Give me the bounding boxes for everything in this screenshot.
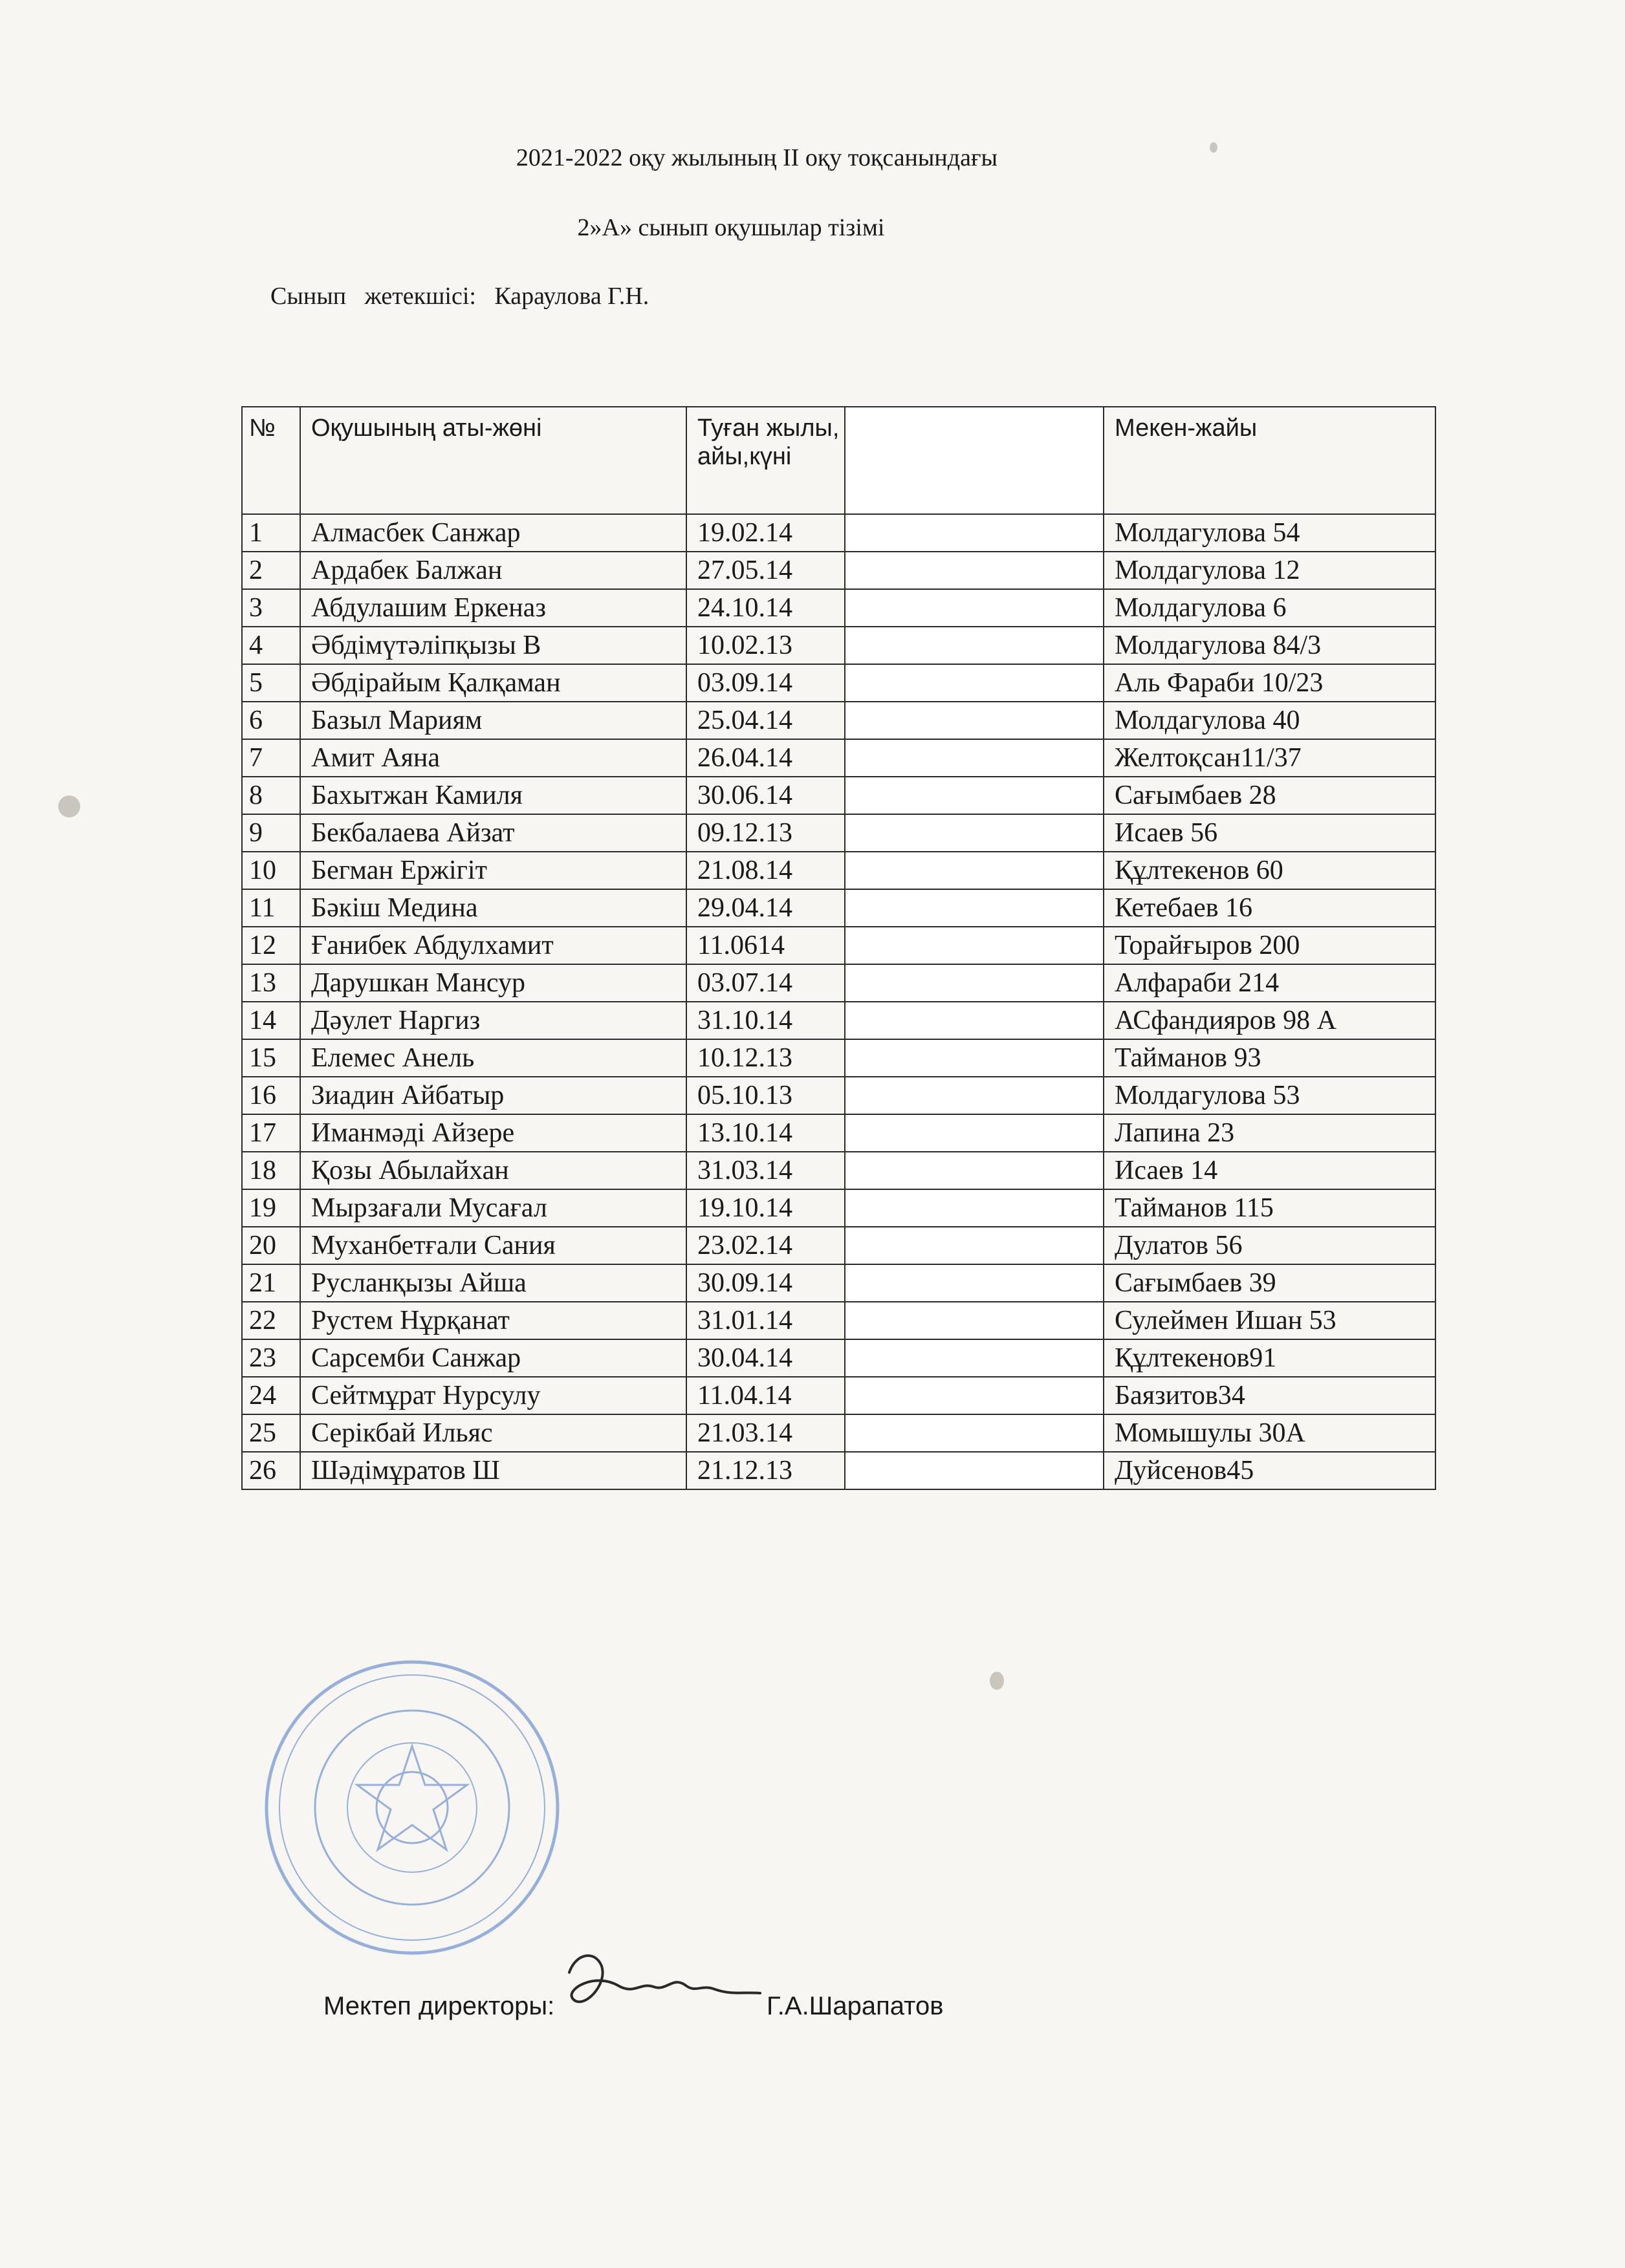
- cell-student-name: Абдулашим Еркеназ: [300, 589, 686, 627]
- cell-student-name: Сарсемби Санжар: [300, 1339, 686, 1377]
- cell-birth-date: 26.04.14: [686, 739, 845, 777]
- table-row: [242, 1189, 1435, 1227]
- cell-address: Дуйсенов45: [1104, 1452, 1435, 1489]
- cell-birth-date: 19.10.14: [686, 1189, 845, 1227]
- header-address: Мекен-жайы: [1104, 407, 1435, 514]
- table-row: [242, 1077, 1435, 1114]
- table-row: [242, 1039, 1435, 1077]
- cell-student-name: Зиадин Айбатыр: [300, 1077, 686, 1114]
- cell-birth-date: 29.04.14: [686, 889, 845, 927]
- cell-birth-date: 21.12.13: [686, 1452, 845, 1489]
- table-row: [242, 814, 1435, 852]
- cell-birth-date: 11.04.14: [686, 1377, 845, 1414]
- table-row: [242, 1452, 1435, 1489]
- cell-number: 19: [242, 1189, 300, 1227]
- cell-number: 13: [242, 964, 300, 1002]
- cell-redacted: [845, 514, 1104, 552]
- cell-address: Сағымбаев 28: [1104, 777, 1435, 814]
- cell-redacted: [845, 927, 1104, 964]
- cell-student-name: Бекбалаева Айзат: [300, 814, 686, 852]
- cell-number: 25: [242, 1414, 300, 1452]
- cell-student-name: Русланқызы Айша: [300, 1264, 686, 1302]
- cell-address: Молдагулова 54: [1104, 514, 1435, 552]
- cell-number: 6: [242, 702, 300, 739]
- cell-redacted: [845, 852, 1104, 889]
- table-row: [242, 1264, 1435, 1302]
- cell-birth-date: 10.02.13: [686, 627, 845, 664]
- cell-number: 7: [242, 739, 300, 777]
- cell-student-name: Муханбетғали Сания: [300, 1227, 686, 1264]
- cell-redacted: [845, 1452, 1104, 1489]
- cell-redacted: [845, 1114, 1104, 1152]
- cell-birth-date: 31.03.14: [686, 1152, 845, 1189]
- cell-student-name: Дәулет Наргиз: [300, 1002, 686, 1039]
- cell-redacted: [845, 589, 1104, 627]
- cell-student-name: Елемес Анель: [300, 1039, 686, 1077]
- cell-student-name: Сейтмұрат Нурсулу: [300, 1377, 686, 1414]
- table-body: [242, 514, 1435, 1489]
- cell-birth-date: 13.10.14: [686, 1114, 845, 1152]
- cell-redacted: [845, 1302, 1104, 1339]
- table-row: [242, 1227, 1435, 1264]
- cell-number: 11: [242, 889, 300, 927]
- student-roster-table: [241, 406, 1436, 1490]
- cell-student-name: Рустем Нұрқанат: [300, 1302, 686, 1339]
- cell-address: Лапина 23: [1104, 1114, 1435, 1152]
- cell-redacted: [845, 1039, 1104, 1077]
- cell-redacted: [845, 1002, 1104, 1039]
- cell-redacted: [845, 552, 1104, 589]
- cell-address: Торайғыров 200: [1104, 927, 1435, 964]
- director-signature: [556, 1947, 770, 2031]
- cell-number: 26: [242, 1452, 300, 1489]
- header-student-name: Оқушының аты-жөні: [300, 407, 686, 514]
- table-row: [242, 552, 1435, 589]
- cell-redacted: [845, 1377, 1104, 1414]
- cell-redacted: [845, 664, 1104, 702]
- director-label: Мектеп директоры:: [323, 1992, 555, 2020]
- table-row: [242, 1114, 1435, 1152]
- scan-speck: [58, 795, 80, 817]
- table-row: [242, 1414, 1435, 1452]
- table-row: [242, 852, 1435, 889]
- cell-student-name: Серікбай Ильяс: [300, 1414, 686, 1452]
- cell-student-name: Алмасбек Санжар: [300, 514, 686, 552]
- cell-address: Сулеймен Ишан 53: [1104, 1302, 1435, 1339]
- cell-student-name: Ғанибек Абдулхамит: [300, 927, 686, 964]
- cell-birth-date: 30.04.14: [686, 1339, 845, 1377]
- cell-redacted: [845, 702, 1104, 739]
- cell-address: Молдагулова 6: [1104, 589, 1435, 627]
- cell-number: 15: [242, 1039, 300, 1077]
- cell-number: 23: [242, 1339, 300, 1377]
- cell-redacted: [845, 777, 1104, 814]
- cell-birth-date: 03.09.14: [686, 664, 845, 702]
- cell-birth-date: 25.04.14: [686, 702, 845, 739]
- cell-student-name: Ардабек Балжан: [300, 552, 686, 589]
- scan-speck: [990, 1672, 1004, 1690]
- cell-address: Кетебаев 16: [1104, 889, 1435, 927]
- cell-birth-date: 31.10.14: [686, 1002, 845, 1039]
- cell-student-name: Бәкіш Медина: [300, 889, 686, 927]
- cell-address: Тайманов 115: [1104, 1189, 1435, 1227]
- table-row: [242, 964, 1435, 1002]
- cell-birth-date: 24.10.14: [686, 589, 845, 627]
- cell-redacted: [845, 814, 1104, 852]
- cell-number: 5: [242, 664, 300, 702]
- table-header-row: [242, 407, 1435, 514]
- header-number: №: [242, 407, 300, 514]
- cell-birth-date: 05.10.13: [686, 1077, 845, 1114]
- cell-number: 9: [242, 814, 300, 852]
- cell-student-name: Шәдімұратов Ш: [300, 1452, 686, 1489]
- cell-birth-date: 23.02.14: [686, 1227, 845, 1264]
- cell-address: Құлтекенов 60: [1104, 852, 1435, 889]
- cell-birth-date: 31.01.14: [686, 1302, 845, 1339]
- class-teacher-line: Сынып жетекшісі: Караулова Г.Н.: [270, 283, 649, 310]
- cell-address: Молдагулова 53: [1104, 1077, 1435, 1114]
- cell-number: 24: [242, 1377, 300, 1414]
- cell-redacted: [845, 739, 1104, 777]
- cell-number: 17: [242, 1114, 300, 1152]
- table-row: [242, 1152, 1435, 1189]
- cell-birth-date: 03.07.14: [686, 964, 845, 1002]
- table-row: [242, 1302, 1435, 1339]
- cell-address: Исаев 14: [1104, 1152, 1435, 1189]
- cell-number: 21: [242, 1264, 300, 1302]
- table-row: [242, 1002, 1435, 1039]
- cell-address: Молдагулова 12: [1104, 552, 1435, 589]
- cell-birth-date: 11.0614: [686, 927, 845, 964]
- cell-birth-date: 30.06.14: [686, 777, 845, 814]
- cell-redacted: [845, 964, 1104, 1002]
- cell-redacted: [845, 1152, 1104, 1189]
- table-row: [242, 927, 1435, 964]
- table-row: [242, 514, 1435, 552]
- document-subtitle: 2»А» сынып оқушылар тізімі: [577, 214, 885, 241]
- cell-student-name: Бахытжан Камиля: [300, 777, 686, 814]
- cell-redacted: [845, 889, 1104, 927]
- cell-number: 18: [242, 1152, 300, 1189]
- cell-student-name: Базыл Мариям: [300, 702, 686, 739]
- cell-redacted: [845, 1077, 1104, 1114]
- school-seal: [260, 1656, 564, 1960]
- cell-redacted: [845, 1189, 1104, 1227]
- cell-address: Молдагулова 40: [1104, 702, 1435, 739]
- cell-student-name: Иманмәді Айзере: [300, 1114, 686, 1152]
- cell-number: 1: [242, 514, 300, 552]
- cell-redacted: [845, 1264, 1104, 1302]
- cell-student-name: Әбдірайым Қалқаман: [300, 664, 686, 702]
- cell-number: 20: [242, 1227, 300, 1264]
- header-redacted-column: [845, 407, 1104, 514]
- cell-address: АСфандияров 98 А: [1104, 1002, 1435, 1039]
- cell-birth-date: 09.12.13: [686, 814, 845, 852]
- cell-redacted: [845, 627, 1104, 664]
- table-row: [242, 702, 1435, 739]
- cell-birth-date: 30.09.14: [686, 1264, 845, 1302]
- cell-birth-date: 21.03.14: [686, 1414, 845, 1452]
- cell-number: 10: [242, 852, 300, 889]
- cell-redacted: [845, 1339, 1104, 1377]
- document-title: 2021-2022 оқу жылының ІІ оқу тоқсанындағы: [516, 144, 998, 171]
- cell-student-name: Қозы Абылайхан: [300, 1152, 686, 1189]
- cell-address: Алфараби 214: [1104, 964, 1435, 1002]
- cell-address: Баязитов34: [1104, 1377, 1435, 1414]
- table-row: [242, 627, 1435, 664]
- cell-student-name: Мырзағали Мусағал: [300, 1189, 686, 1227]
- scan-speck: [1210, 142, 1217, 153]
- cell-number: 8: [242, 777, 300, 814]
- header-birth-date: Туған жылы, айы,күні: [686, 407, 845, 514]
- cell-number: 4: [242, 627, 300, 664]
- cell-number: 3: [242, 589, 300, 627]
- cell-number: 16: [242, 1077, 300, 1114]
- cell-number: 22: [242, 1302, 300, 1339]
- cell-birth-date: 27.05.14: [686, 552, 845, 589]
- cell-address: Аль Фараби 10/23: [1104, 664, 1435, 702]
- table-row: [242, 1339, 1435, 1377]
- cell-number: 2: [242, 552, 300, 589]
- director-name: Г.А.Шарапатов: [767, 1992, 944, 2020]
- cell-redacted: [845, 1227, 1104, 1264]
- cell-student-name: Дарушкан Мансур: [300, 964, 686, 1002]
- cell-student-name: Әбдімүтәліпқызы В: [300, 627, 686, 664]
- cell-address: Молдагулова 84/3: [1104, 627, 1435, 664]
- cell-student-name: Бегман Ержігіт: [300, 852, 686, 889]
- table-row: [242, 777, 1435, 814]
- cell-address: Дулатов 56: [1104, 1227, 1435, 1264]
- cell-redacted: [845, 1414, 1104, 1452]
- cell-birth-date: 19.02.14: [686, 514, 845, 552]
- cell-student-name: Амит Аяна: [300, 739, 686, 777]
- cell-address: Исаев 56: [1104, 814, 1435, 852]
- cell-number: 12: [242, 927, 300, 964]
- cell-address: Сағымбаев 39: [1104, 1264, 1435, 1302]
- table-row: [242, 589, 1435, 627]
- table-row: [242, 1377, 1435, 1414]
- table-row: [242, 664, 1435, 702]
- cell-address: Тайманов 93: [1104, 1039, 1435, 1077]
- cell-address: Желтоқсан11/37: [1104, 739, 1435, 777]
- cell-birth-date: 10.12.13: [686, 1039, 845, 1077]
- table-row: [242, 889, 1435, 927]
- table-row: [242, 739, 1435, 777]
- cell-address: Момышулы 30А: [1104, 1414, 1435, 1452]
- cell-address: Құлтекенов91: [1104, 1339, 1435, 1377]
- cell-birth-date: 21.08.14: [686, 852, 845, 889]
- cell-number: 14: [242, 1002, 300, 1039]
